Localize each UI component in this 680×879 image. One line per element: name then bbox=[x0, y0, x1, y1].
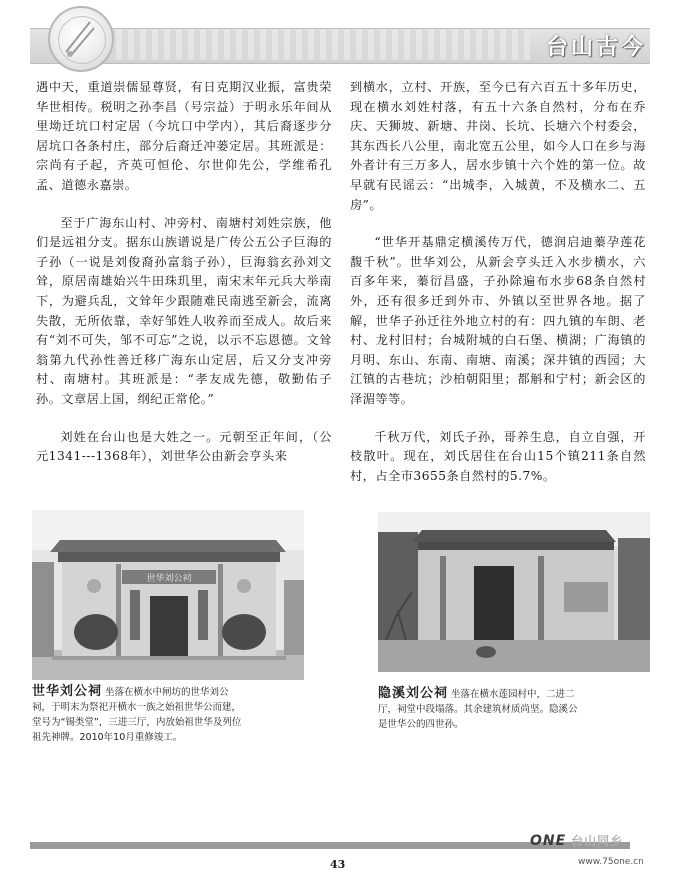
ancestral-hall-plaque: 世华刘公祠 bbox=[146, 574, 192, 584]
right-text-column bbox=[350, 78, 646, 504]
paragraph: 千秋万代，刘氏子孙，哥养生息，自立自强，开枝散叶。现在，刘氏居住在台山15个镇211条自然村，占全市3655条自然村的5.7%。 bbox=[350, 429, 646, 483]
paragraph: 刘姓在台山也是大姓之一。元朝至正年间，（公元1341---1368年），刘世华公由新会亨头来 bbox=[36, 429, 332, 464]
watermark-logo-mark: ONE bbox=[530, 833, 567, 849]
caption-text: 坐落在横水中闸坊的世华刘公祠，于明末为祭祀开横水一族之始祖世华公而建，堂号为“锡类堂”，三进三厅，内放始祖世华及列位祖先神牌。2010年10月重修竣工。 bbox=[32, 687, 242, 743]
caption-title: 隐溪刘公祠 bbox=[378, 686, 449, 701]
paragraph: 遇中天，重道崇儒显尊贤，有日克期汉业振，富贵荣华世相传。税明之孙李昌（号宗益）于明永乐年间从里坳迁坑口村定居（今坑口中学内），其后裔逐步分居坑口各条村庄，部分后裔迁冲蒌定居。其班派是：宗尚有子起，齐英可恒伦、尔世仰先公，学维希孔孟、道德永嘉崇。 bbox=[36, 80, 332, 192]
magazine-title: 台山古今 bbox=[545, 35, 646, 60]
watermark-url: www.75one.cn bbox=[578, 857, 644, 867]
paragraph: “世华开基鼎定横溪传万代，德润启迪蓁孕莲花馥千秋”。世华刘公，从新会亨头迁入水步横水，六百多年来，蓁衍昌盛，子孙除遍布水步68条自然村外，还有很多迁到外市、外镇以至世界各地。据了解，世华子孙迁往外地立村的有：四九镇的车朗、老村、龙村旧村；台城附城的白石堡、横湖；广海镇的月明、东山、东南、南塘、南溪；深井镇的西园；大江镇的古巷坑；沙柏朝阳里；都斛和宁村；新会区的泽湄等等。 bbox=[350, 235, 646, 406]
paragraph: 至于广海东山村、冲旁村、南塘村刘姓宗族，他们是远祖分支。据东山族谱说是广传公五公子巨海的子孙（一说是刘俊裔孙富翁子孙），巨海翁玄孙刘文耸，原居南雄始兴牛田珠玑里，南宋末年元兵大举南下，为避兵乱，文耸年少跟随难民南逃至新会，流离失散，无所依靠，幸好邹姓人收养而至成人。故后来有“刘不可失，邹不可忘”之说，以示不忘恩德。文耸翁第九代孙性善迁移广海东山定居，后又分支冲旁村、南塘村。其班派是：“孝友成先德，敬勤佑子孙。文章居上国，纲纪正常伦。” bbox=[36, 215, 332, 406]
paragraph: 到横水，立村、开族，至今已有六百五十多年历史，现在横水刘姓村落，有五十六条自然村，分布在乔庆、天狮坡、新塘、井岗、长坑、长塘六个村委会，其东西长八公里，南北宽五公里，如今人口在乡与海外者计有三万多人，居水步镇十六个姓的第一位。故早就有民谣云：“出城李，入城黄，不及横水二、五房”。 bbox=[350, 80, 646, 212]
caption-text: 坐落在横水莲园村中，二进二厅，祠堂中段塌落。其余建筑材质尚坚。隐溪公是世华公的四世孙。 bbox=[378, 689, 578, 730]
page-number: 43 bbox=[330, 858, 346, 871]
left-text-column bbox=[36, 78, 332, 485]
page-header bbox=[0, 0, 680, 72]
left-photo-caption bbox=[32, 684, 242, 745]
shihua-ancestral-hall-photo bbox=[32, 510, 304, 680]
watermark-logo bbox=[530, 832, 623, 849]
watermark-logo-sub: 台山同乡 bbox=[571, 834, 624, 848]
right-photo-caption bbox=[378, 686, 578, 732]
yinxi-ancestral-hall-photo bbox=[378, 512, 650, 672]
header-lattice-pattern bbox=[110, 30, 530, 60]
caption-title: 世华刘公祠 bbox=[32, 684, 103, 699]
header-medallion-icon bbox=[48, 6, 114, 72]
